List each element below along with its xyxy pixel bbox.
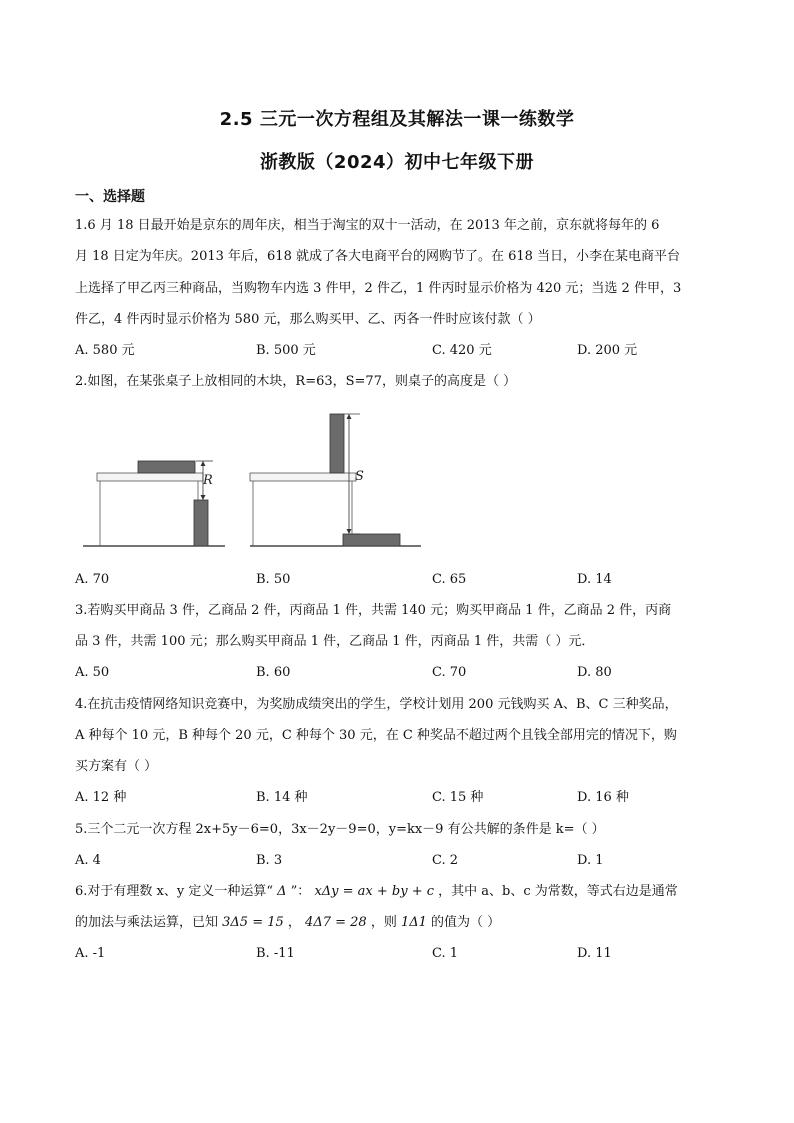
question-2-option-a: A. 70 (75, 572, 110, 587)
question-5-option-a: A. 4 (75, 853, 101, 868)
expression-target: 1Δ1 (400, 915, 427, 930)
question-1-line-4: 件乙，4 件丙时显示价格为 580 元，那么购买甲、乙、丙各一件时应该付款（ ） (75, 312, 541, 327)
question-6-line-2 (75, 915, 500, 931)
question-1-option-d: D. 200 元 (577, 343, 638, 358)
operation-definition: xΔy = ax + by + c (314, 884, 435, 899)
question-6-line-1 (75, 884, 678, 900)
q6-text-g: 的值为（ ） (426, 915, 501, 930)
question-5-line-1: 5.三个二元一次方程 2x+5y－6=0，3x－2y－9=0，y=kx－9 有公共解的条件是 k=（ ） (75, 822, 605, 837)
question-1-option-c: C. 420 元 (432, 343, 492, 358)
question-2-option-c: C. 65 (432, 572, 467, 587)
question-1-option-a: A. 580 元 (75, 343, 135, 358)
document-title: 2.5 三元一次方程组及其解法一课一练数学 (219, 109, 575, 130)
question-1-line-1: 1.6 月 18 日最开始是京东的周年庆，相当于淘宝的双十一活动，在 2013 年之前，京东就将每年的 6 (75, 218, 660, 233)
question-2-option-b: B. 50 (256, 572, 291, 587)
question-5-option-d: D. 1 (577, 853, 604, 868)
table-blocks-figure (75, 408, 430, 553)
question-4-line-1: 4.在抗击疫情网络知识竞赛中，为奖励成绩突出的学生，学校计划用 200 元钱购买 A、B、C 三种奖品， (75, 697, 678, 712)
question-6-option-c: C. 1 (432, 946, 459, 961)
question-4-option-b: B. 14 种 (256, 790, 308, 805)
q6-text-f: ，则 (366, 915, 401, 930)
question-6-option-d: D. 11 (577, 946, 612, 961)
delta-symbol: Δ (277, 884, 287, 899)
question-1-line-2: 月 18 日定为年庆。2013 年后，618 就成了各大电商平台的网购节了。在 618 当日，小李在某电商平台 (75, 249, 681, 264)
question-4-option-d: D. 16 种 (577, 790, 629, 805)
question-3-line-1: 3.若购买甲商品 3 件，乙商品 2 件，丙商品 1 件，共需 140 元；购买甲商品 1 件，乙商品 2 件，丙商 (75, 603, 672, 618)
equation-2: 4Δ7 = 28 (305, 915, 367, 930)
question-2-option-d: D. 14 (577, 572, 612, 587)
q6-text-c: ，其中 a、b、c 为常数，等式右边是通常 (434, 884, 678, 899)
question-4-line-2: A 种每个 10 元，B 种每个 20 元，C 种每个 30 元，在 C 种奖品不超过两个且钱全部用完的情况下，购 (75, 728, 677, 743)
question-4-option-a: A. 12 种 (75, 790, 127, 805)
document-subtitle: 浙教版（2024）初中七年级下册 (259, 152, 535, 173)
equation-1: 3Δ5 = 15 (222, 915, 284, 930)
figure-label-r: R (203, 473, 213, 488)
q6-text-b: ”： (286, 884, 315, 899)
q6-text-a: 6.对于有理数 x、y 定义一种运算“ (75, 884, 278, 899)
question-1-line-3: 上选择了甲乙丙三种商品，当购物车内选 3 件甲，2 件乙，1 件丙时显示价格为 420 元；当选 2 件甲，3 (75, 281, 682, 296)
question-3-option-d: D. 80 (577, 665, 612, 680)
question-6-option-b: B. -11 (256, 946, 295, 961)
section-heading: 一、选择题 (75, 189, 145, 205)
q6-text-d: 的加法与乘法运算，已知 (75, 915, 223, 930)
right-diagram (250, 414, 421, 546)
question-3-line-2: 品 3 件，共需 100 元；那么购买甲商品 1 件，乙商品 1 件，丙商品 1 件，共需（ ）元． (75, 634, 595, 649)
question-3-option-b: B. 60 (256, 665, 291, 680)
question-6-option-a: A. -1 (75, 946, 106, 961)
question-3-option-c: C. 70 (432, 665, 467, 680)
question-1-option-b: B. 500 元 (256, 343, 316, 358)
figure-label-s: S (355, 469, 364, 484)
question-4-option-c: C. 15 种 (432, 790, 484, 805)
q6-text-e: ， (283, 915, 306, 930)
question-3-option-a: A. 50 (75, 665, 110, 680)
question-5-option-b: B. 3 (256, 853, 283, 868)
question-2-line-1: 2.如图，在某张桌子上放相同的木块，R=63，S=77，则桌子的高度是（ ） (75, 374, 517, 389)
question-4-line-3: 买方案有（ ） (75, 759, 158, 774)
question-5-option-c: C. 2 (432, 853, 459, 868)
left-diagram (83, 461, 225, 546)
